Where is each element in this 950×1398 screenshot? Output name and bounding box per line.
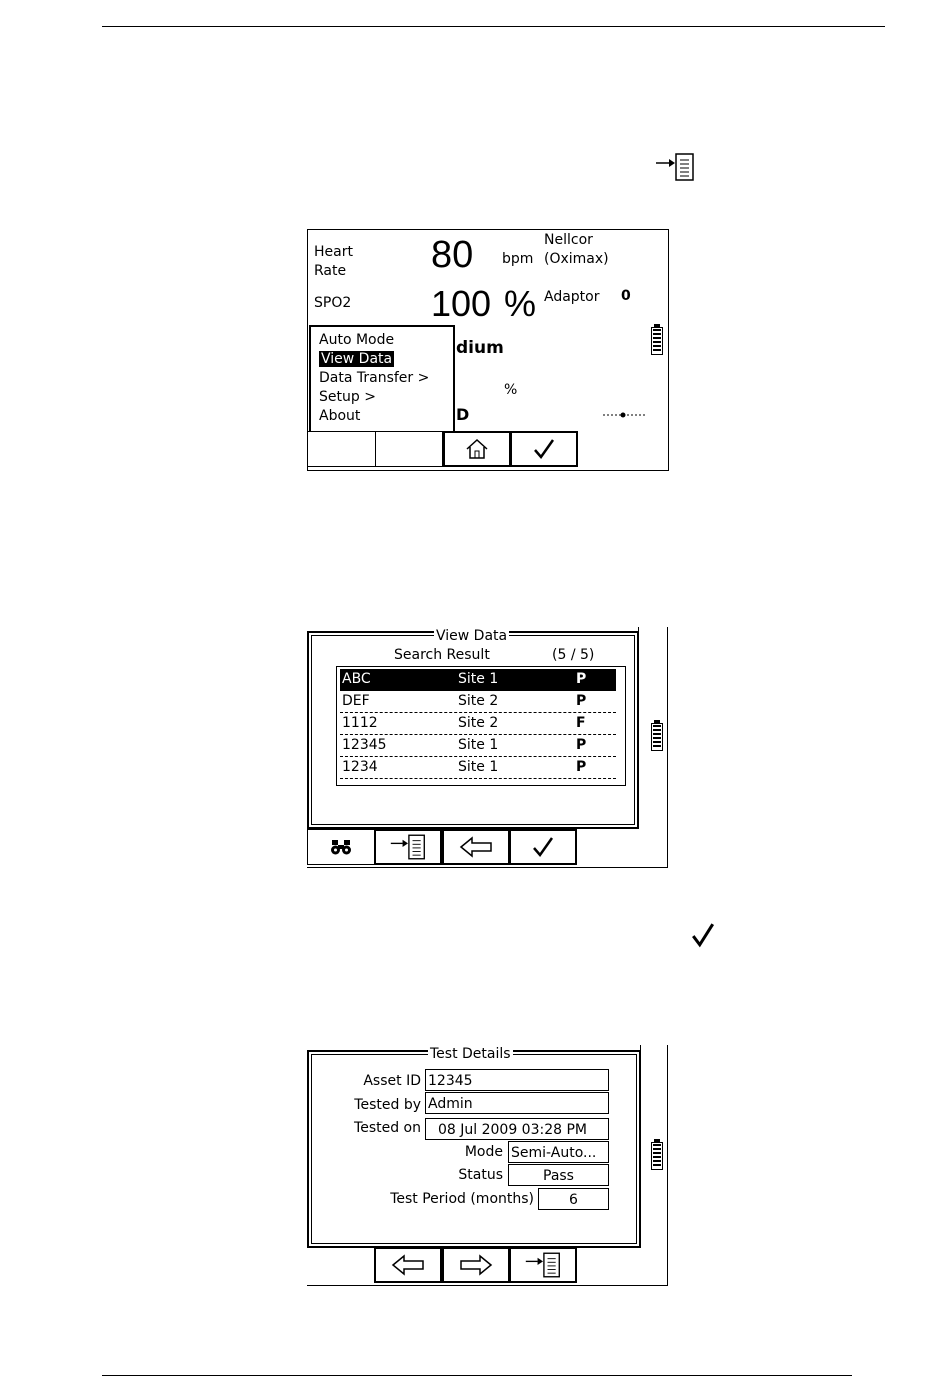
test-details-screen [307, 1045, 668, 1286]
result-row[interactable]: 12345 Site 1 P [340, 735, 616, 757]
sensor-model: (Oximax) [544, 251, 609, 267]
menu-item-setup[interactable]: Setup > [319, 389, 376, 405]
export-button[interactable] [374, 829, 442, 865]
result-row[interactable]: ABC Site 1 P [340, 669, 616, 691]
tested-on-field[interactable]: 08 Jul 2009 03:28 PM [425, 1118, 609, 1140]
battery-icon [651, 1142, 663, 1170]
checkmark-icon [532, 438, 556, 460]
search-result-label: Search Result [394, 647, 490, 663]
checkmark-icon [690, 922, 716, 952]
result-list [336, 666, 626, 786]
heart-rate-label-2: Rate [314, 263, 347, 279]
heart-rate-label: Heart [314, 244, 353, 260]
test-period-label: Test Period (months) [390, 1191, 534, 1207]
softkey-1[interactable] [308, 431, 376, 467]
mode-field[interactable]: Semi-Auto... [508, 1141, 609, 1163]
header-rule [102, 26, 885, 27]
tested-on-label: Tested on [354, 1120, 421, 1136]
softkey-bar [307, 1247, 667, 1285]
next-button[interactable] [442, 1247, 510, 1283]
confirm-button[interactable] [509, 829, 577, 865]
heart-rate-unit: bpm [502, 251, 534, 267]
previous-button[interactable] [374, 1247, 442, 1283]
footer-rule [102, 1375, 852, 1376]
export-list-icon [389, 834, 427, 860]
tested-by-label: Tested by [354, 1097, 421, 1113]
status-field[interactable]: Pass [508, 1164, 609, 1186]
home-icon [465, 438, 489, 460]
signal-indicator-icon [603, 404, 645, 423]
partial-label: dium [456, 338, 504, 358]
checkmark-icon [531, 836, 555, 858]
export-list-icon [654, 153, 696, 185]
adaptor-value: 0 [621, 288, 631, 304]
softkey-bar [308, 431, 668, 469]
spo2-value: 100 [431, 283, 492, 324]
right-arrow-icon [459, 1254, 493, 1276]
mode-label: Mode [464, 1144, 503, 1160]
tested-by-field[interactable]: Admin [425, 1092, 609, 1114]
menu-item-view-data[interactable]: View Data [321, 351, 393, 367]
left-arrow-icon [391, 1254, 425, 1276]
sensor-name: Nellcor [544, 232, 593, 248]
result-row[interactable]: 1234 Site 1 P [340, 757, 616, 779]
adaptor-label: Adaptor [544, 289, 600, 305]
test-details-title: Test Details [430, 1046, 511, 1062]
menu-item-auto-mode[interactable]: Auto Mode [319, 332, 395, 348]
home-button[interactable] [443, 431, 511, 467]
main-menu [309, 325, 455, 433]
view-data-title: View Data [436, 628, 508, 644]
menu-item-about[interactable]: About [319, 408, 361, 424]
back-arrow-icon [459, 836, 493, 858]
battery-icon [651, 723, 663, 751]
asset-id-label: Asset ID [363, 1073, 421, 1089]
softkey-bar [307, 829, 667, 867]
menu-item-data-transfer[interactable]: Data Transfer > [319, 370, 430, 386]
partial-letter: D [456, 405, 470, 424]
result-count: (5 / 5) [552, 647, 595, 663]
heart-rate-value: 80 [431, 234, 474, 276]
binoculars-icon [330, 839, 352, 855]
export-button[interactable] [509, 1247, 577, 1283]
partial-percent: % [504, 382, 518, 398]
asset-id-field[interactable]: 12345 [425, 1069, 609, 1091]
export-list-icon [524, 1252, 562, 1278]
softkey-2[interactable] [375, 431, 443, 467]
confirm-button[interactable] [510, 431, 578, 467]
battery-icon [651, 327, 663, 355]
back-button[interactable] [442, 829, 510, 865]
result-row[interactable]: DEF Site 2 P [340, 691, 616, 713]
spo2-label: SPO2 [314, 295, 352, 311]
spo2-unit: % [504, 283, 537, 324]
status-label: Status [458, 1167, 503, 1183]
test-period-field[interactable]: 6 [538, 1188, 609, 1210]
view-data-screen [307, 627, 668, 868]
result-row[interactable]: 1112 Site 2 F [340, 713, 616, 735]
main-measurement-screen [307, 229, 669, 471]
softkey-1[interactable] [307, 1247, 375, 1283]
search-button[interactable] [307, 829, 375, 865]
